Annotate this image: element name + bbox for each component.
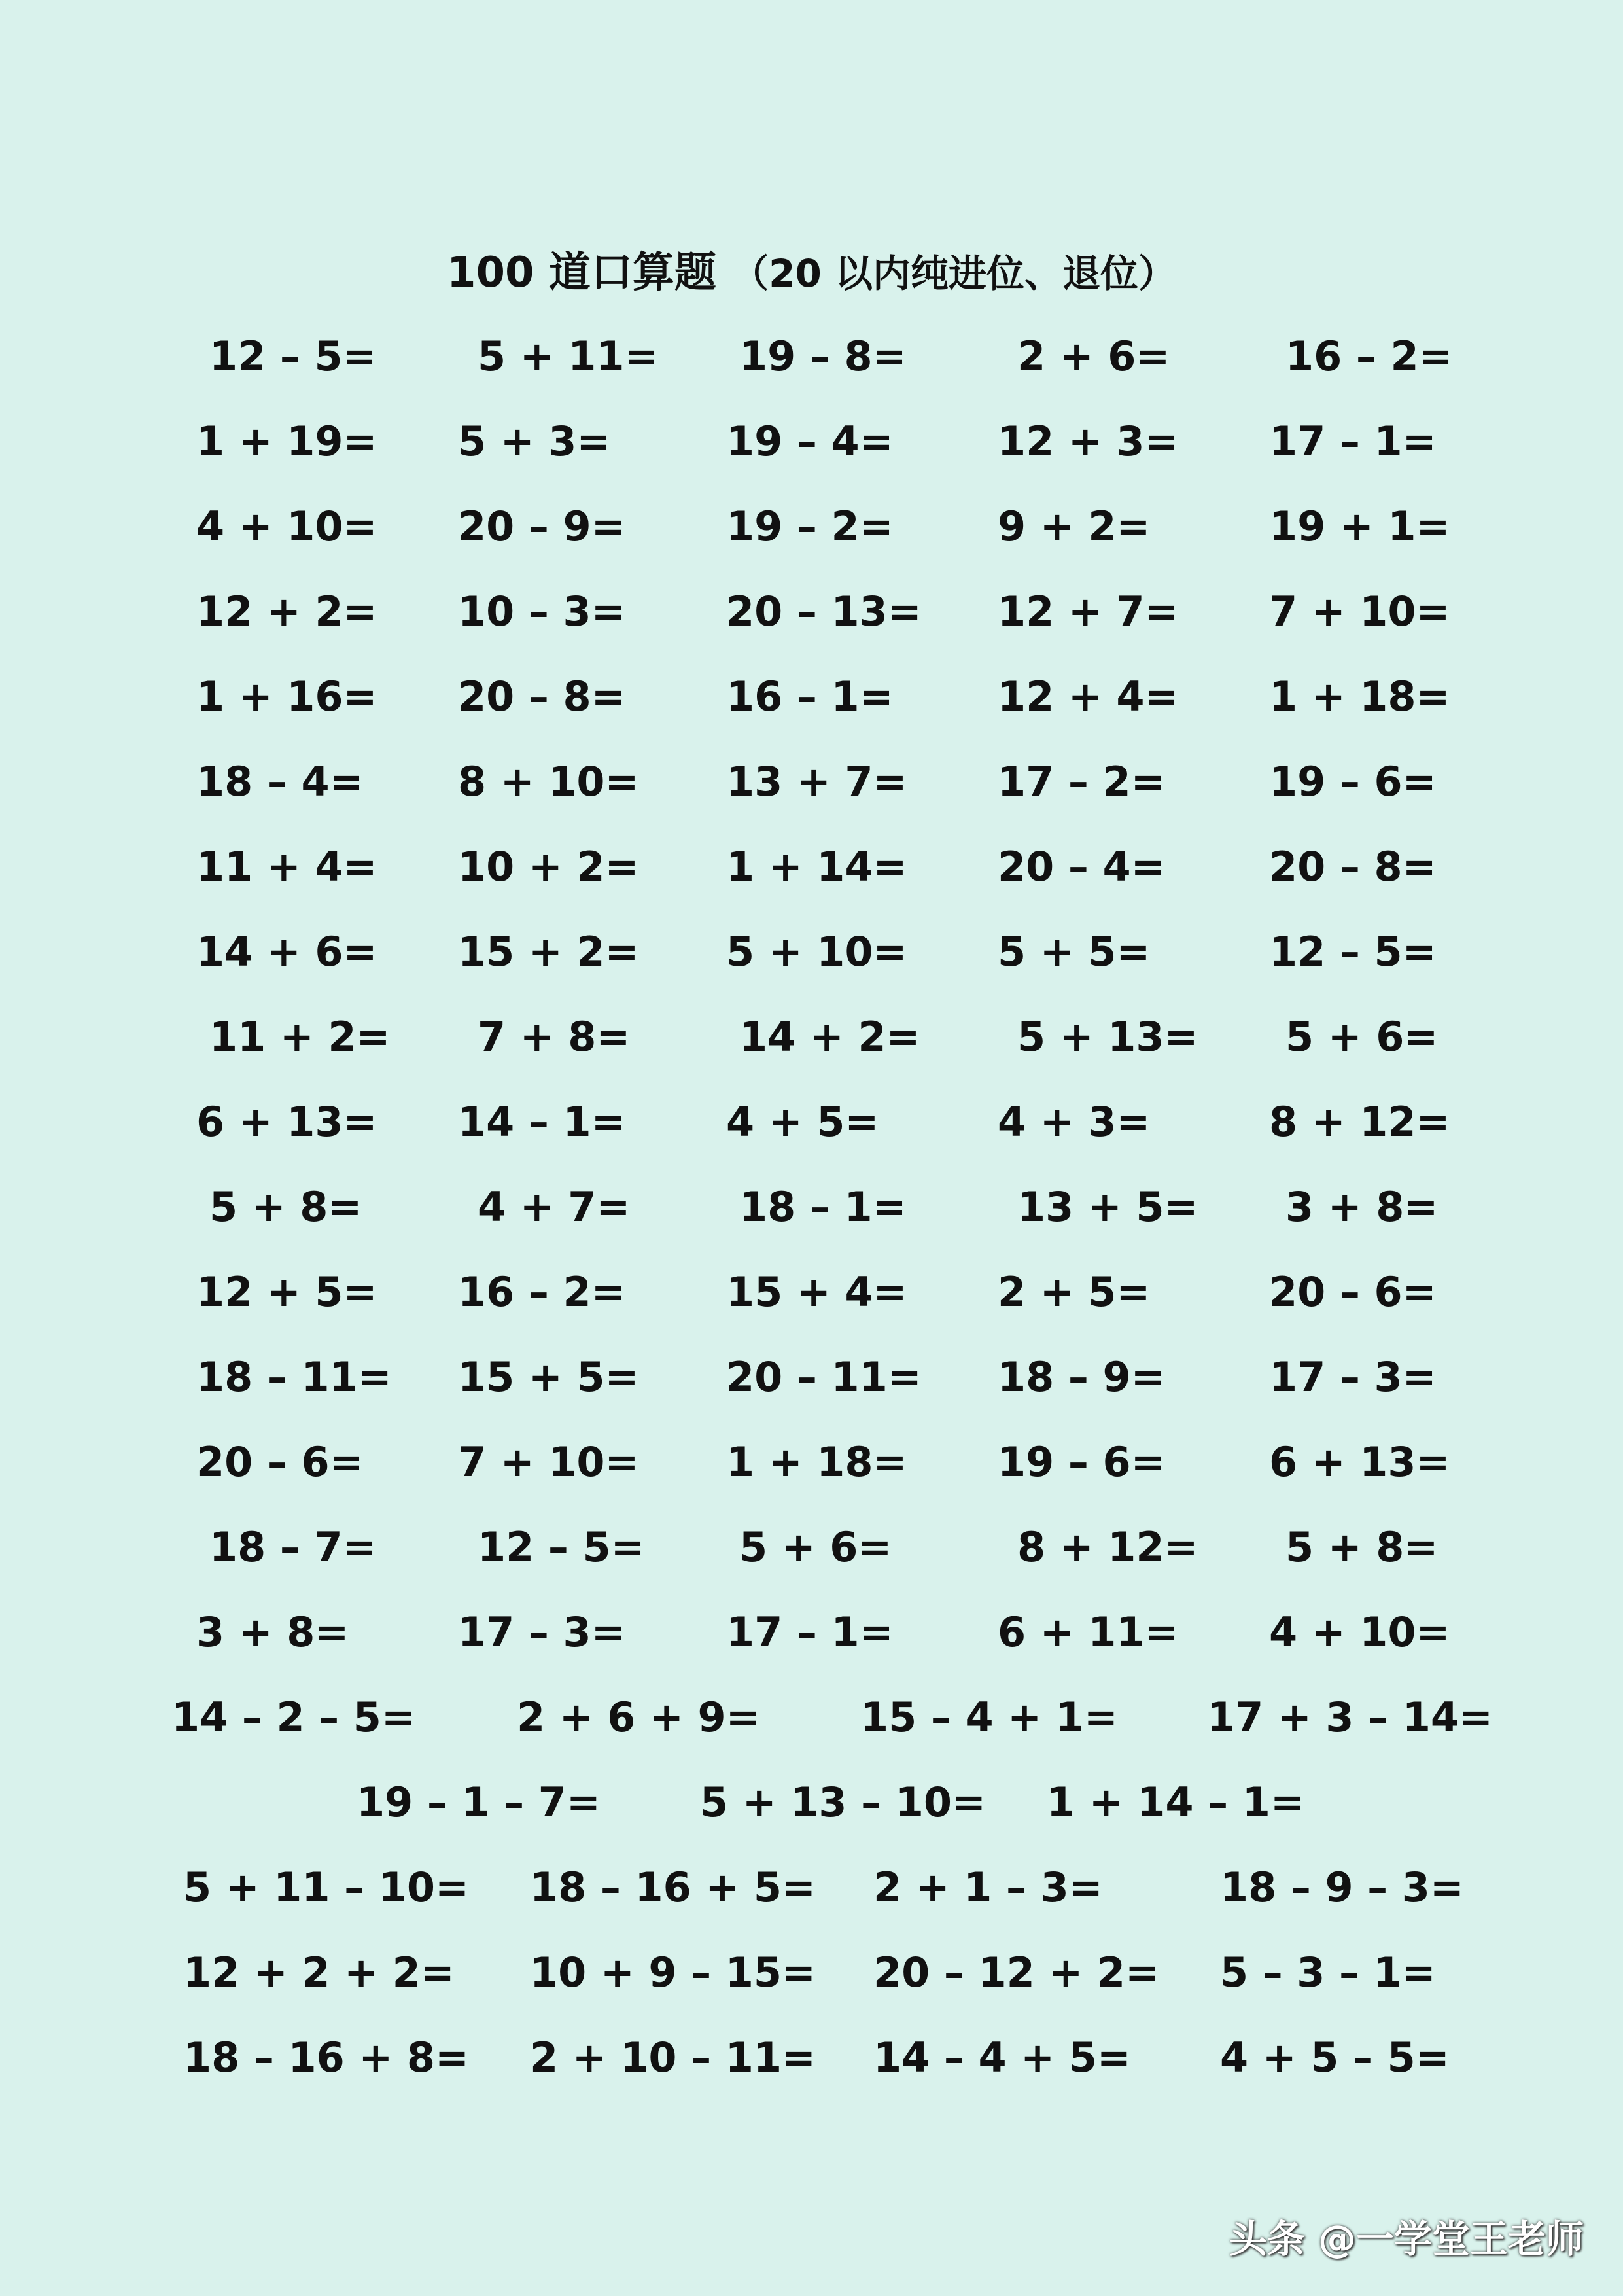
watermark: 头条 @一学堂王老师: [1229, 2217, 1584, 2261]
problem-row: [0, 1174, 1623, 1240]
arithmetic-problem: 8 + 12=: [1269, 1098, 1450, 1146]
arithmetic-problem: 18 – 1=: [739, 1183, 907, 1231]
problem-row: [0, 1770, 1623, 1835]
arithmetic-problem: 12 + 7=: [998, 588, 1179, 635]
arithmetic-problem: 5 + 6=: [739, 1523, 892, 1571]
problem-row: [0, 1430, 1623, 1495]
arithmetic-problem: 20 – 4=: [998, 843, 1165, 891]
arithmetic-problem: 5 + 8=: [209, 1183, 362, 1231]
arithmetic-problem: 19 – 1 – 7=: [357, 1778, 601, 1826]
arithmetic-problem: 18 – 9 – 3=: [1220, 1863, 1464, 1911]
arithmetic-problem: 5 + 6=: [1285, 1013, 1439, 1061]
arithmetic-problem: 7 + 8=: [478, 1013, 631, 1061]
problem-row: [0, 749, 1623, 815]
arithmetic-problem: 18 – 7=: [209, 1523, 377, 1571]
arithmetic-problem: 20 – 8=: [458, 673, 625, 720]
problem-row: [0, 1345, 1623, 1410]
arithmetic-problem: 16 – 1=: [726, 673, 894, 720]
arithmetic-problem: 12 – 5=: [478, 1523, 645, 1571]
arithmetic-problem: 18 – 11=: [196, 1353, 392, 1401]
problem-row: [0, 664, 1623, 730]
arithmetic-problem: 1 + 18=: [1269, 673, 1450, 720]
arithmetic-problem: 2 + 1 – 3=: [873, 1863, 1103, 1911]
problem-row: [0, 579, 1623, 645]
arithmetic-problem: 10 + 2=: [458, 843, 639, 891]
arithmetic-problem: 5 + 8=: [1285, 1523, 1439, 1571]
arithmetic-problem: 4 + 10=: [1269, 1608, 1450, 1656]
arithmetic-problem: 2 + 6=: [1017, 332, 1170, 380]
arithmetic-problem: 8 + 12=: [1017, 1523, 1198, 1571]
arithmetic-problem: 19 – 2=: [726, 503, 894, 550]
arithmetic-problem: 4 + 5=: [726, 1098, 879, 1146]
arithmetic-problem: 7 + 10=: [1269, 588, 1450, 635]
arithmetic-problem: 20 – 11=: [726, 1353, 922, 1401]
arithmetic-problem: 17 – 1=: [726, 1608, 894, 1656]
arithmetic-problem: 12 + 2=: [196, 588, 377, 635]
arithmetic-problem: 17 – 1=: [1269, 417, 1437, 465]
arithmetic-problem: 19 – 6=: [998, 1438, 1165, 1486]
problem-row: [0, 1089, 1623, 1155]
arithmetic-problem: 14 + 6=: [196, 928, 377, 976]
arithmetic-problem: 11 + 4=: [196, 843, 377, 891]
arithmetic-problem: 10 – 3=: [458, 588, 625, 635]
arithmetic-problem: 4 + 5 – 5=: [1220, 2034, 1450, 2081]
arithmetic-problem: 4 + 10=: [196, 503, 377, 550]
arithmetic-problem: 4 + 7=: [478, 1183, 631, 1231]
arithmetic-problem: 17 – 3=: [1269, 1353, 1437, 1401]
arithmetic-problem: 19 + 1=: [1269, 503, 1450, 550]
arithmetic-problem: 5 + 13=: [1017, 1013, 1198, 1061]
arithmetic-problem: 4 + 3=: [998, 1098, 1151, 1146]
arithmetic-problem: 14 – 1=: [458, 1098, 625, 1146]
arithmetic-problem: 15 – 4 + 1=: [860, 1693, 1118, 1741]
problem-row: [0, 1685, 1623, 1750]
problem-row: [0, 1260, 1623, 1325]
arithmetic-problem: 17 – 3=: [458, 1608, 625, 1656]
arithmetic-problem: 6 + 13=: [1269, 1438, 1450, 1486]
arithmetic-problem: 2 + 5=: [998, 1268, 1151, 1316]
arithmetic-problem: 1 + 19=: [196, 417, 377, 465]
arithmetic-problem: 15 + 5=: [458, 1353, 639, 1401]
arithmetic-problem: 5 + 3=: [458, 417, 611, 465]
problem-row: [0, 1515, 1623, 1580]
arithmetic-problem: 17 – 2=: [998, 758, 1165, 805]
arithmetic-problem: 19 – 4=: [726, 417, 894, 465]
arithmetic-problem: 15 + 4=: [726, 1268, 907, 1316]
arithmetic-problem: 12 + 2 + 2=: [183, 1949, 455, 1996]
arithmetic-problem: 3 + 8=: [1285, 1183, 1439, 1231]
page-title: [0, 239, 1623, 299]
arithmetic-problem: 1 + 14 – 1=: [1047, 1778, 1304, 1826]
arithmetic-problem: 5 + 10=: [726, 928, 907, 976]
arithmetic-problem: 3 + 8=: [196, 1608, 349, 1656]
problem-row: [0, 1940, 1623, 2005]
problem-row: [0, 1855, 1623, 1920]
arithmetic-problem: 14 – 4 + 5=: [873, 2034, 1131, 2081]
arithmetic-problem: 8 + 10=: [458, 758, 639, 805]
problem-row: [0, 324, 1623, 389]
arithmetic-problem: 1 + 18=: [726, 1438, 907, 1486]
arithmetic-problem: 14 + 2=: [739, 1013, 920, 1061]
arithmetic-problem: 18 – 16 + 8=: [183, 2034, 469, 2081]
problem-row: [0, 1004, 1623, 1070]
arithmetic-problem: 5 – 3 – 1=: [1220, 1949, 1436, 1996]
arithmetic-problem: 15 + 2=: [458, 928, 639, 976]
arithmetic-problem: 12 + 4=: [998, 673, 1179, 720]
arithmetic-problem: 1 + 16=: [196, 673, 377, 720]
arithmetic-problem: 17 + 3 – 14=: [1207, 1693, 1493, 1741]
arithmetic-problem: 11 + 2=: [209, 1013, 391, 1061]
arithmetic-problem: 13 + 7=: [726, 758, 907, 805]
problem-row: [0, 2025, 1623, 2091]
title-sub: （20 以内纯进位、退位）: [731, 251, 1177, 296]
arithmetic-problem: 6 + 13=: [196, 1098, 377, 1146]
arithmetic-problem: 12 – 5=: [1269, 928, 1437, 976]
arithmetic-problem: 20 – 8=: [1269, 843, 1437, 891]
arithmetic-problem: 9 + 2=: [998, 503, 1151, 550]
arithmetic-problem: 16 – 2=: [458, 1268, 625, 1316]
arithmetic-problem: 12 + 5=: [196, 1268, 377, 1316]
arithmetic-problem: 20 – 13=: [726, 588, 922, 635]
arithmetic-problem: 10 + 9 – 15=: [530, 1949, 816, 1996]
title-main: 100 道口算题: [446, 249, 716, 297]
arithmetic-problem: 6 + 11=: [998, 1608, 1179, 1656]
arithmetic-problem: 7 + 10=: [458, 1438, 639, 1486]
arithmetic-problem: 19 – 8=: [739, 332, 907, 380]
arithmetic-problem: 16 – 2=: [1285, 332, 1453, 380]
arithmetic-problem: 20 – 9=: [458, 503, 625, 550]
arithmetic-problem: 2 + 6 + 9=: [517, 1693, 760, 1741]
arithmetic-problem: 14 – 2 – 5=: [171, 1693, 415, 1741]
arithmetic-problem: 5 + 5=: [998, 928, 1151, 976]
arithmetic-problem: 5 + 13 – 10=: [700, 1778, 986, 1826]
problem-row: [0, 1600, 1623, 1665]
problem-row: [0, 494, 1623, 559]
problem-row: [0, 409, 1623, 474]
arithmetic-problem: 19 – 6=: [1269, 758, 1437, 805]
problem-row: [0, 919, 1623, 985]
arithmetic-problem: 18 – 16 + 5=: [530, 1863, 816, 1911]
arithmetic-problem: 13 + 5=: [1017, 1183, 1198, 1231]
arithmetic-problem: 12 + 3=: [998, 417, 1179, 465]
arithmetic-problem: 18 – 4=: [196, 758, 364, 805]
arithmetic-problem: 1 + 14=: [726, 843, 907, 891]
arithmetic-problem: 20 – 12 + 2=: [873, 1949, 1159, 1996]
problem-row: [0, 834, 1623, 900]
arithmetic-problem: 2 + 10 – 11=: [530, 2034, 816, 2081]
arithmetic-problem: 5 + 11=: [478, 332, 659, 380]
arithmetic-problem: 18 – 9=: [998, 1353, 1165, 1401]
arithmetic-problem: 5 + 11 – 10=: [183, 1863, 469, 1911]
arithmetic-problem: 20 – 6=: [1269, 1268, 1437, 1316]
arithmetic-problem: 20 – 6=: [196, 1438, 364, 1486]
arithmetic-problem: 12 – 5=: [209, 332, 377, 380]
